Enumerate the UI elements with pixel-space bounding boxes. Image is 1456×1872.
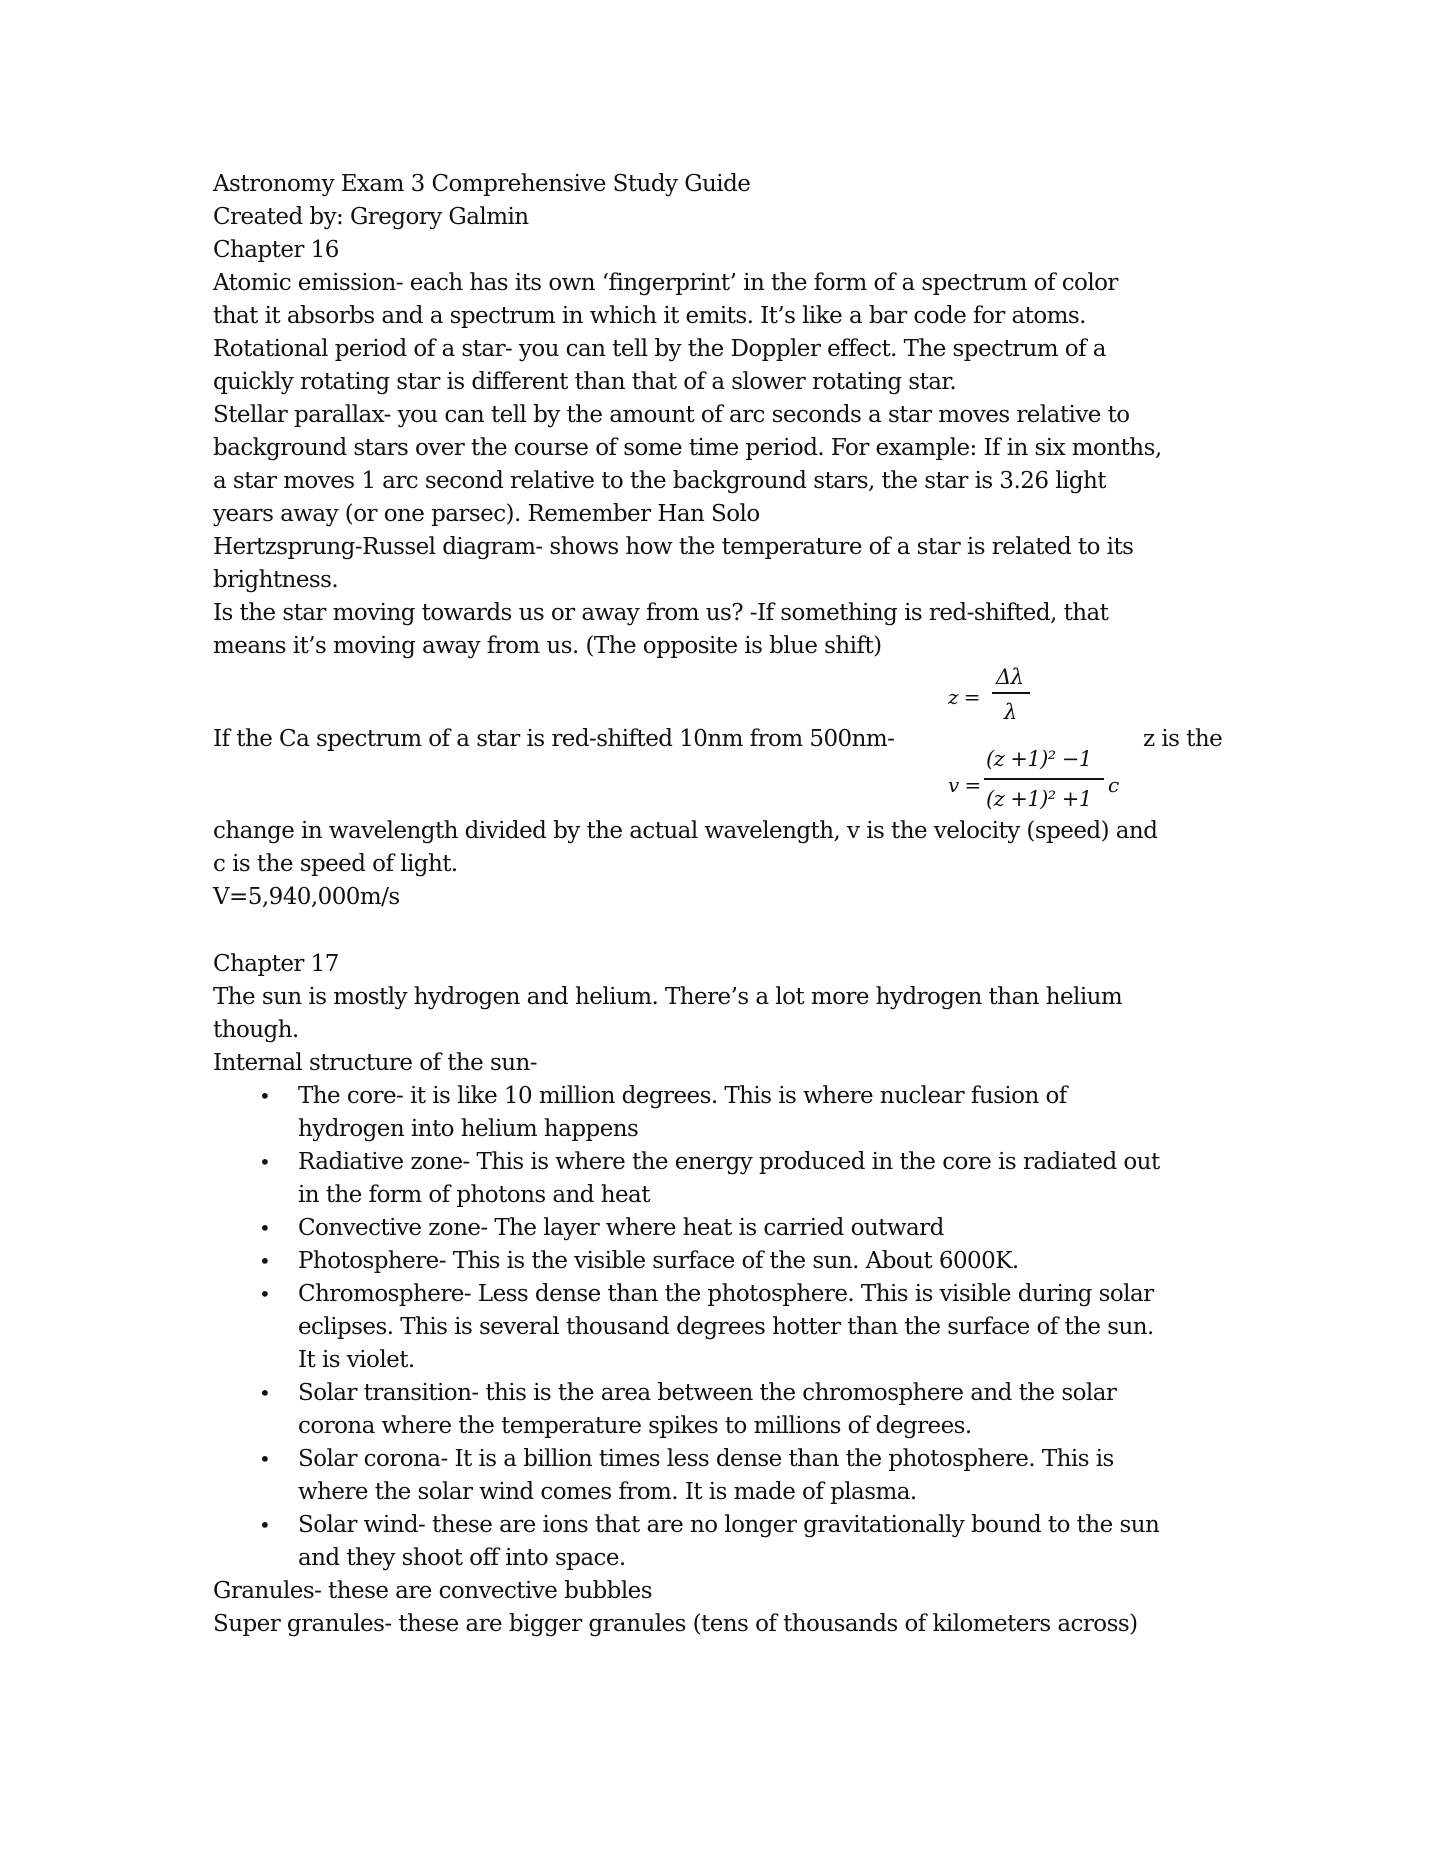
text-line: The sun is mostly hydrogen and helium. There’s a lot more hydrogen than helium <box>213 984 1123 1010</box>
bullet-icon: • <box>259 1084 271 1108</box>
list-item-line: hydrogen into helium happens <box>298 1116 639 1142</box>
granules-section <box>213 1575 1253 1641</box>
bullet-icon: • <box>259 1249 271 1273</box>
list-item <box>213 1212 1253 1245</box>
bullet-icon: • <box>259 1216 271 1240</box>
list-item-line: and they shoot off into space. <box>298 1545 626 1571</box>
sun-structure-list <box>213 1080 1253 1575</box>
v-formula-lhs: v = <box>948 773 981 797</box>
text-line: though. <box>213 1017 299 1043</box>
chapter-16-body <box>213 267 1253 663</box>
z-formula-lhs: z = <box>948 685 981 709</box>
z-fraction-bar <box>992 692 1030 694</box>
text-line: background stars over the course of some time period. For example: If in six months, <box>213 435 1162 461</box>
text-line: c is the speed of light. <box>213 851 458 877</box>
section-gap <box>213 914 1253 948</box>
bullet-icon: • <box>259 1513 271 1537</box>
velocity-result: V=5,940,000m/s <box>213 884 400 910</box>
v-fraction-bar <box>984 778 1104 780</box>
text-line: Atomic emission- each has its own ‘fingerprint’ in the form of a spectrum of color <box>213 270 1118 296</box>
text-line: change in wavelength divided by the actual wavelength, v is the velocity (speed) and <box>213 818 1158 844</box>
v-formula-numerator: (z +1)² −1 <box>986 747 1092 771</box>
bullet-icon: • <box>259 1150 271 1174</box>
list-item-line: eclipses. This is several thousand degrees hotter than the surface of the sun. <box>298 1314 1154 1340</box>
formula-intro-text: If the Ca spectrum of a star is red-shifted 10nm from 500nm- <box>213 726 895 752</box>
list-item <box>213 1443 1253 1509</box>
text-line: quickly rotating star is different than that of a slower rotating star. <box>213 369 957 395</box>
text-line: brightness. <box>213 567 339 593</box>
redshift-formula-row <box>213 663 1253 815</box>
v-formula-denominator: (z +1)² +1 <box>986 787 1092 811</box>
list-item <box>213 1509 1253 1575</box>
text-line: Hertzsprung-Russel diagram- shows how the temperature of a star is related to its <box>213 534 1134 560</box>
list-item-line: corona where the temperature spikes to millions of degrees. <box>298 1413 972 1439</box>
z-formula-numerator: Δλ <box>996 665 1024 689</box>
text-line: Stellar parallax- you can tell by the amount of arc seconds a star moves relative to <box>213 402 1130 428</box>
document-page <box>213 168 1253 1641</box>
bullet-icon: • <box>259 1381 271 1405</box>
text-line: Super granules- these are bigger granules (tens of thousands of kilometers across) <box>213 1611 1138 1637</box>
text-line: years away (or one parsec). Remember Han Solo <box>213 501 760 527</box>
document-title: Astronomy Exam 3 Comprehensive Study Guide <box>213 171 751 197</box>
text-line: Granules- these are convective bubbles <box>213 1578 652 1604</box>
v-formula-factor: c <box>1108 773 1119 797</box>
list-item <box>213 1146 1253 1212</box>
text-line: Rotational period of a star- you can tell by the Doppler effect. The spectrum of a <box>213 336 1106 362</box>
list-item-line: The core- it is like 10 million degrees. This is where nuclear fusion of <box>298 1083 1067 1109</box>
bullet-icon: • <box>259 1447 271 1471</box>
list-item <box>213 1278 1253 1377</box>
list-item <box>213 1245 1253 1278</box>
list-item <box>213 1377 1253 1443</box>
text-line: a star moves 1 arc second relative to the background stars, the star is 3.26 light <box>213 468 1106 494</box>
document-author: Created by: Gregory Galmin <box>213 204 529 230</box>
list-item-line: where the solar wind comes from. It is made of plasma. <box>298 1479 917 1505</box>
z-formula-denominator: λ <box>1004 700 1017 724</box>
v-formula <box>948 743 1119 815</box>
formula-trailing-text: z is the <box>1143 726 1223 752</box>
formula-explanation <box>213 815 1253 914</box>
text-line: Internal structure of the sun- <box>213 1050 537 1076</box>
text-line: that it absorbs and a spectrum in which it emits. It’s like a bar code for atoms. <box>213 303 1086 329</box>
list-item-line: Solar wind- these are ions that are no longer gravitationally bound to the sun <box>298 1512 1160 1538</box>
list-item-line: Solar corona- It is a billion times less dense than the photosphere. This is <box>298 1446 1114 1472</box>
chapter-17-intro <box>213 981 1253 1080</box>
list-item-line: Chromosphere- Less dense than the photosphere. This is visible during solar <box>298 1281 1154 1307</box>
list-item-line: Radiative zone- This is where the energy produced in the core is radiated out <box>298 1149 1160 1175</box>
z-formula <box>948 663 1048 723</box>
text-line: means it’s moving away from us. (The opposite is blue shift) <box>213 633 882 659</box>
chapter-16-heading: Chapter 16 <box>213 237 339 263</box>
list-item-line: Convective zone- The layer where heat is carried outward <box>298 1215 944 1241</box>
bullet-icon: • <box>259 1282 271 1306</box>
list-item-line: It is violet. <box>298 1347 415 1373</box>
list-item-line: Photosphere- This is the visible surface of the sun. About 6000K. <box>298 1248 1019 1274</box>
list-item-line: Solar transition- this is the area between the chromosphere and the solar <box>298 1380 1117 1406</box>
list-item-line: in the form of photons and heat <box>298 1182 650 1208</box>
text-line: Is the star moving towards us or away from us? -If something is red-shifted, that <box>213 600 1109 626</box>
chapter-17-heading: Chapter 17 <box>213 951 339 977</box>
list-item <box>213 1080 1253 1146</box>
